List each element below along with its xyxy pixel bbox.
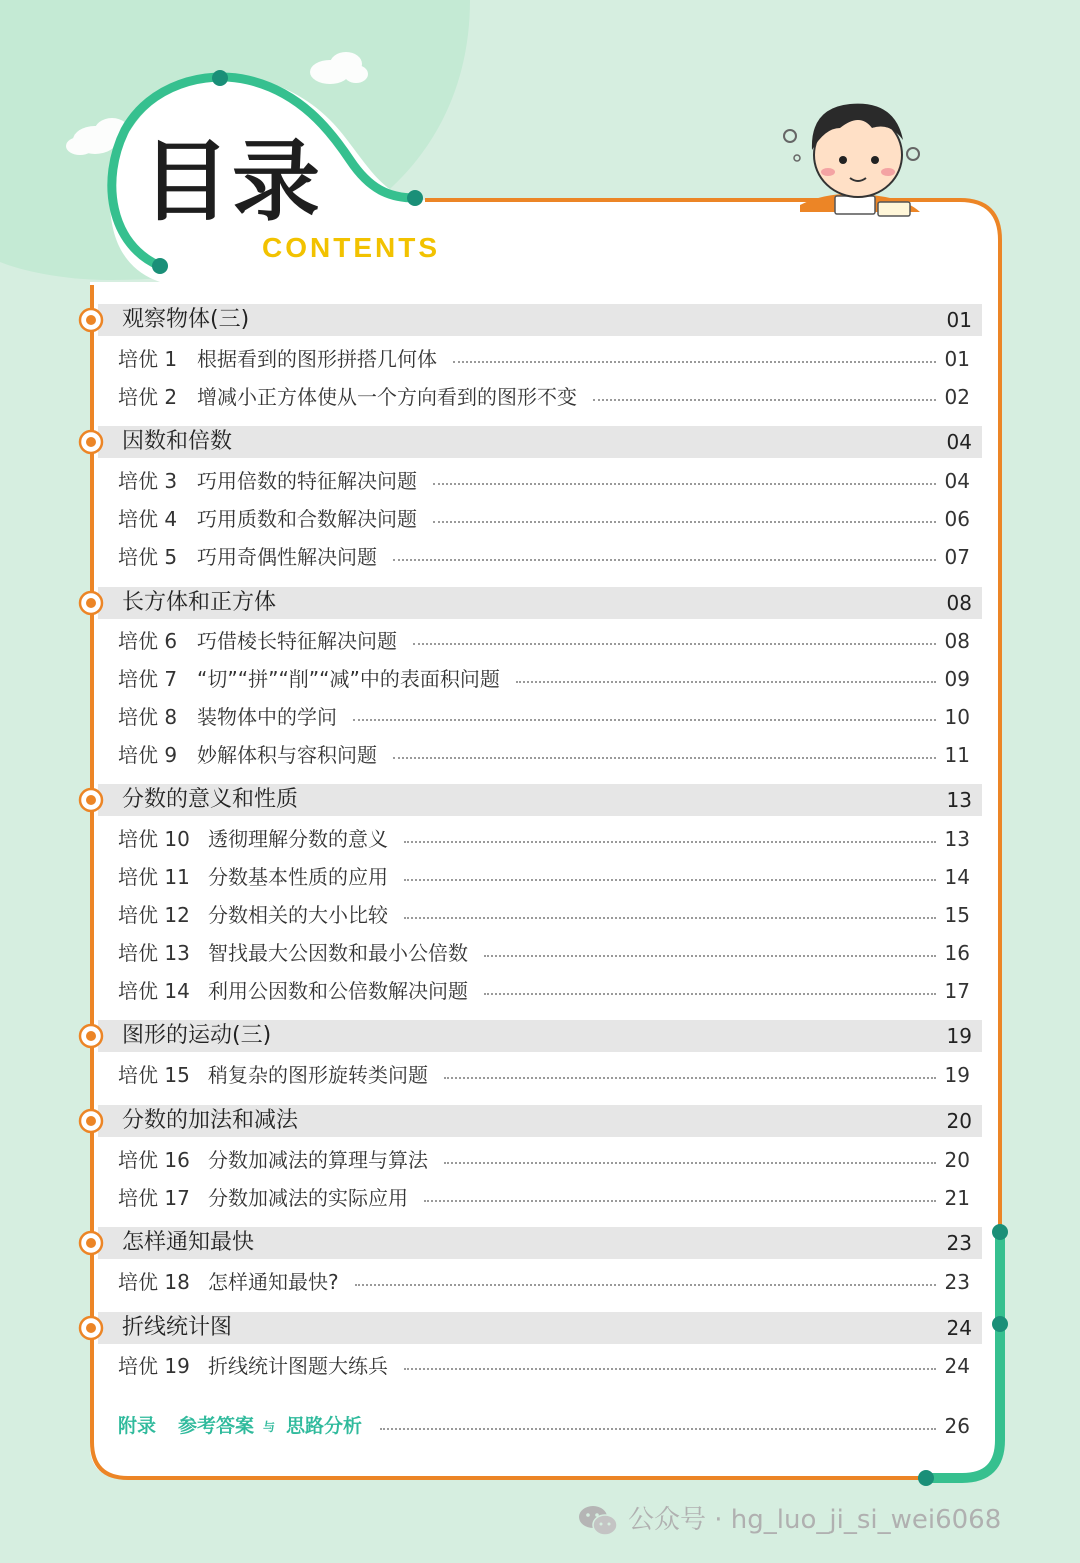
section-title: 分数的加法和减法 (122, 1108, 299, 1133)
item-title: 稍复杂的图形旋转类问题 (208, 1063, 428, 1087)
bullet-target-icon (78, 1315, 104, 1341)
item-code: 培优 1 (118, 347, 178, 371)
toc-item[interactable] (118, 899, 974, 931)
section-page: 13 (946, 788, 972, 812)
toc-item[interactable] (118, 975, 974, 1007)
item-title: 巧用倍数的特征解决问题 (197, 469, 417, 493)
bullet-target-icon (78, 1108, 104, 1134)
section-header[interactable] (98, 587, 982, 619)
item-title: 怎样通知最快? (208, 1270, 339, 1294)
item-code: 培优 13 (118, 941, 190, 965)
section-header[interactable] (98, 1312, 982, 1344)
dot-leader (433, 483, 936, 485)
toc-item[interactable] (118, 541, 974, 573)
toc-item[interactable] (118, 1350, 974, 1382)
section-page: 01 (946, 308, 972, 332)
section-page: 20 (946, 1109, 972, 1133)
appendix-connector: 与 (263, 1420, 276, 1434)
dot-leader (516, 681, 936, 683)
dot-leader (484, 993, 936, 995)
item-title: 妙解体积与容积问题 (197, 743, 377, 767)
item-page: 13 (944, 827, 970, 851)
dot-leader (393, 559, 936, 561)
bullet-target-icon (78, 429, 104, 455)
item-code: 培优 15 (118, 1063, 190, 1087)
item-title: 折线统计图题大练兵 (208, 1354, 388, 1378)
bullet-target-icon (78, 307, 104, 333)
toc-item[interactable] (118, 1182, 974, 1214)
item-code: 培优 8 (118, 705, 178, 729)
item-page: 16 (944, 941, 970, 965)
item-page: 02 (944, 385, 970, 409)
item-code: 培优 12 (118, 903, 190, 927)
toc-item[interactable] (118, 1144, 974, 1176)
appendix-page: 26 (944, 1414, 970, 1438)
item-code: 培优 14 (118, 979, 190, 1003)
item-page: 17 (944, 979, 970, 1003)
item-page: 09 (944, 667, 970, 691)
item-page: 21 (944, 1186, 970, 1210)
item-title: 分数加减法的实际应用 (208, 1186, 408, 1210)
appendix-row[interactable] (118, 1410, 974, 1442)
section-header[interactable] (98, 304, 982, 336)
item-title: 智找最大公因数和最小公倍数 (208, 941, 468, 965)
toc-item[interactable] (118, 1059, 974, 1091)
dot-leader (453, 361, 936, 363)
item-title: 巧用质数和合数解决问题 (197, 507, 417, 531)
bullet-target-icon (78, 1230, 104, 1256)
dot-leader (404, 1368, 936, 1370)
item-code: 培优 10 (118, 827, 190, 851)
item-title: 分数基本性质的应用 (208, 865, 388, 889)
item-page: 06 (944, 507, 970, 531)
item-code: 培优 18 (118, 1270, 190, 1294)
wechat-icon (578, 1504, 618, 1538)
dot-leader (484, 955, 936, 957)
toc-item[interactable] (118, 343, 974, 375)
item-title: 透彻理解分数的意义 (208, 827, 388, 851)
dot-leader (433, 521, 936, 523)
item-code: 培优 2 (118, 385, 178, 409)
toc-item[interactable] (118, 1266, 974, 1298)
item-page: 19 (944, 1063, 970, 1087)
item-title: 巧借棱长特征解决问题 (197, 629, 397, 653)
item-title: 巧用奇偶性解决问题 (197, 545, 377, 569)
item-page: 01 (944, 347, 970, 371)
item-code: 培优 4 (118, 507, 178, 531)
item-code: 培优 5 (118, 545, 178, 569)
watermark (578, 1500, 1001, 1540)
item-code: 培优 19 (118, 1354, 190, 1378)
bullet-target-icon (78, 590, 104, 616)
section-title: 图形的运动(三) (122, 1023, 272, 1048)
toc-item[interactable] (118, 625, 974, 657)
item-code: 培优 6 (118, 629, 178, 653)
item-code: 培优 3 (118, 469, 178, 493)
section-title: 因数和倍数 (122, 429, 233, 454)
appendix-part2: 思路分析 (286, 1415, 363, 1437)
item-title: 增减小正方体使从一个方向看到的图形不变 (197, 385, 577, 409)
appendix-label: 附录 (118, 1415, 157, 1437)
item-title: 分数加减法的算理与算法 (208, 1148, 428, 1172)
section-header[interactable] (98, 426, 982, 458)
item-page: 07 (944, 545, 970, 569)
section-header[interactable] (98, 1227, 982, 1259)
toc-item[interactable] (118, 823, 974, 855)
item-code: 培优 11 (118, 865, 190, 889)
item-code: 培优 17 (118, 1186, 190, 1210)
section-page: 08 (946, 591, 972, 615)
section-title: 观察物体(三) (122, 307, 250, 332)
dot-leader (353, 719, 936, 721)
item-title: “切”“拼”“削”“减”中的表面积问题 (197, 667, 500, 691)
section-page: 19 (946, 1024, 972, 1048)
toc-item[interactable] (118, 701, 974, 733)
item-code: 培优 9 (118, 743, 178, 767)
item-code: 培优 16 (118, 1148, 190, 1172)
item-page: 10 (944, 705, 970, 729)
toc-item[interactable] (118, 381, 974, 413)
dot-leader (355, 1284, 936, 1286)
dot-leader (404, 841, 936, 843)
item-page: 20 (944, 1148, 970, 1172)
section-header[interactable] (98, 1105, 982, 1137)
dot-leader (380, 1428, 936, 1430)
item-page: 04 (944, 469, 970, 493)
toc-item[interactable] (118, 503, 974, 535)
toc-item[interactable] (118, 739, 974, 771)
section-page: 24 (946, 1316, 972, 1340)
item-title: 分数相关的大小比较 (208, 903, 388, 927)
dot-leader (444, 1077, 936, 1079)
section-title: 长方体和正方体 (122, 590, 277, 615)
appendix-part1: 参考答案 (178, 1415, 255, 1437)
bullet-target-icon (78, 787, 104, 813)
dot-leader (404, 879, 936, 881)
toc-item[interactable] (118, 465, 974, 497)
section-title: 怎样通知最快 (122, 1230, 255, 1255)
toc-item[interactable] (118, 861, 974, 893)
section-title: 分数的意义和性质 (122, 787, 299, 812)
section-header[interactable] (98, 784, 982, 816)
dot-leader (424, 1200, 936, 1202)
watermark-text: 公众号 · hg_luo_ji_si_wei6068 (628, 1505, 1002, 1535)
toc-item[interactable] (118, 663, 974, 695)
item-page: 14 (944, 865, 970, 889)
section-page: 23 (946, 1231, 972, 1255)
item-page: 15 (944, 903, 970, 927)
item-page: 11 (944, 743, 970, 767)
toc-item[interactable] (118, 937, 974, 969)
page-subtitle: CONTENTS (262, 232, 440, 263)
dot-leader (404, 917, 936, 919)
item-code: 培优 7 (118, 667, 178, 691)
dot-leader (593, 399, 936, 401)
page-title: 目录 (142, 130, 323, 233)
item-page: 08 (944, 629, 970, 653)
dot-leader (393, 757, 936, 759)
section-page: 04 (946, 430, 972, 454)
bullet-target-icon (78, 1023, 104, 1049)
section-title: 折线统计图 (122, 1315, 233, 1340)
item-page: 24 (944, 1354, 970, 1378)
item-page: 23 (944, 1270, 970, 1294)
dot-leader (444, 1162, 936, 1164)
item-title: 利用公因数和公倍数解决问题 (208, 979, 468, 1003)
item-title: 装物体中的学问 (197, 705, 337, 729)
section-header[interactable] (98, 1020, 982, 1052)
item-title: 根据看到的图形拼搭几何体 (197, 347, 437, 371)
dot-leader (413, 643, 936, 645)
